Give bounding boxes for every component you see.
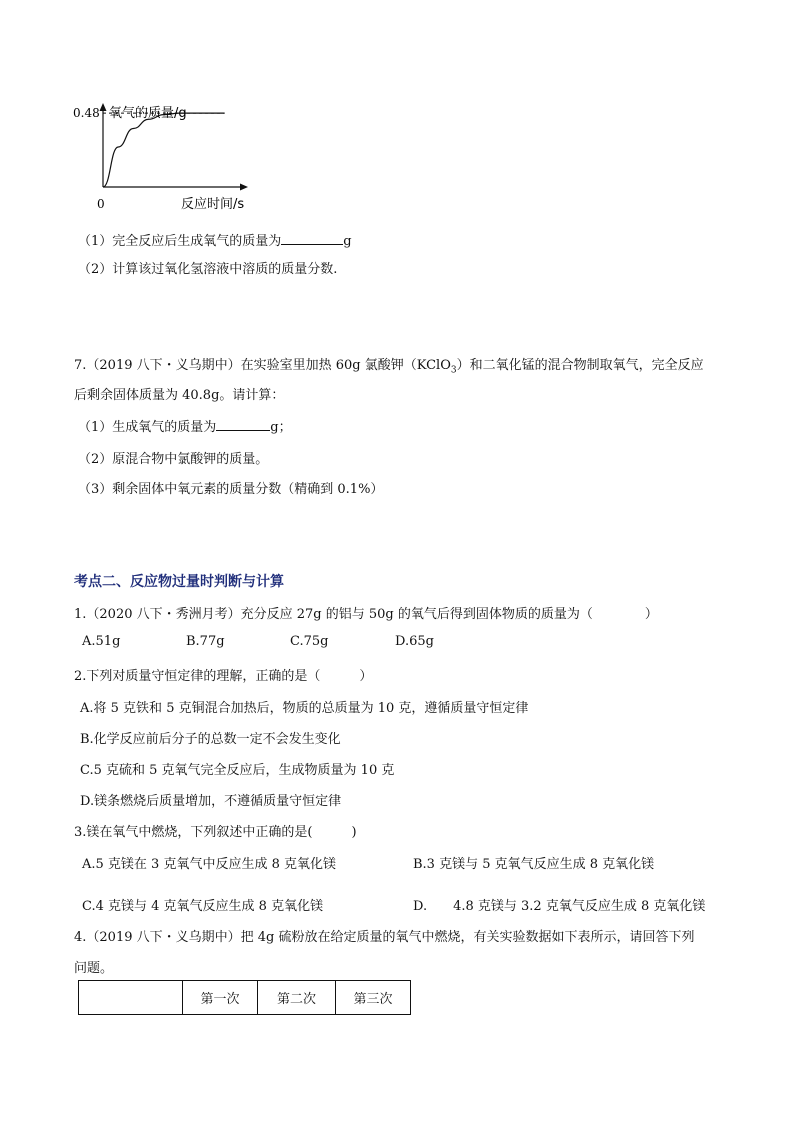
- q3-option-a[interactable]: A.5 克镁在 3 克氧气中反应生成 8 克氧化镁: [82, 857, 336, 872]
- table-header-cell: [79, 981, 183, 1015]
- x-axis-label: 反应时间/s: [181, 197, 245, 212]
- data-table: [78, 980, 411, 1015]
- q7-part3: （3）剩余固体中氧元素的质量分数（精确到 0.1%）: [78, 482, 384, 497]
- q3-option-c[interactable]: C.4 克镁与 4 克氧气反应生成 8 克氧化镁: [82, 899, 324, 914]
- q7-answer-blank[interactable]: [216, 418, 270, 431]
- q4-line2: 问题。: [74, 961, 114, 976]
- q1-stem: 1.（2020 八下・秀洲月考）充分反应 27g 的铝与 50g 的氧气后得到固体物质的质量为（ ）: [74, 607, 658, 622]
- q3-option-d[interactable]: D. 4.8 克镁与 3.2 克氧气反应生成 8 克氧化镁: [413, 899, 706, 914]
- y-tick-label: 0.48: [73, 106, 100, 121]
- q2-option-d[interactable]: D.镁条燃烧后质量增加，不遵循质量守恒定律: [80, 794, 342, 809]
- q6-part1-unit: g: [343, 234, 352, 249]
- y-axis-arrow: [100, 103, 107, 111]
- section-heading: 考点二、反应物过量时判断与计算: [74, 574, 284, 590]
- q4-line1: 4.（2019 八下・义乌期中）把 4g 硫粉放在给定质量的氧气中燃烧，有关实验数据如下表所示，请回答下列: [74, 930, 695, 945]
- q3-stem: 3.镁在氧气中燃烧，下列叙述中正确的是( ): [74, 825, 357, 840]
- oxygen-mass-chart: [60, 95, 320, 220]
- q2-option-a[interactable]: A.将 5 克铁和 5 克铜混合加热后，物质的总质量为 10 克，遵循质量守恒定律: [80, 701, 529, 716]
- q1-option-c[interactable]: C.75g: [290, 634, 329, 649]
- q1-option-b[interactable]: B.77g: [186, 634, 225, 649]
- origin-label: 0: [97, 197, 105, 211]
- q6-part2: （2）计算该过氧化氢溶液中溶质的质量分数.: [78, 262, 338, 277]
- q2-option-b[interactable]: B.化学反应前后分子的总数一定不会发生变化: [80, 732, 341, 747]
- table-header-cell: 第二次: [258, 981, 336, 1015]
- table-header-cell: 第三次: [336, 981, 411, 1015]
- x-axis-arrow: [240, 184, 248, 191]
- q1-option-a[interactable]: A.51g: [82, 634, 121, 649]
- y-axis-label: 氧气的质量/g: [109, 106, 187, 121]
- series-line: [103, 113, 225, 187]
- table-header-row: [79, 981, 411, 1015]
- q2-stem: 2.下列对质量守恒定律的理解，正确的是（ ）: [74, 669, 373, 684]
- q6-part1: [78, 230, 352, 249]
- table-header-cell: 第一次: [183, 981, 258, 1015]
- q3-option-b[interactable]: B.3 克镁与 5 克氧气反应生成 8 克氧化镁: [413, 857, 655, 872]
- q7-part1: （1）生成氧气的质量为 g；: [78, 420, 292, 435]
- q7-part2: （2）原混合物中氯酸钾的质量。: [78, 452, 269, 467]
- q7-line1: 7.（2019 八下・义乌期中）在实验室里加热 60g 氯酸钾（KClO$_3$）和二氧化锰的混合物制取氧气，完全反应: [74, 358, 704, 376]
- q2-option-c[interactable]: C.5 克硫和 5 克氧气完全反应后，生成物质量为 10 克: [80, 763, 395, 778]
- q6-answer-blank[interactable]: [281, 232, 343, 245]
- q6-part1-text: （1）完全反应后生成氧气的质量为: [78, 234, 282, 249]
- q1-option-d[interactable]: D.65g: [395, 634, 434, 649]
- q7-line2: 后剩余固体质量为 40.8g。请计算：: [74, 388, 285, 403]
